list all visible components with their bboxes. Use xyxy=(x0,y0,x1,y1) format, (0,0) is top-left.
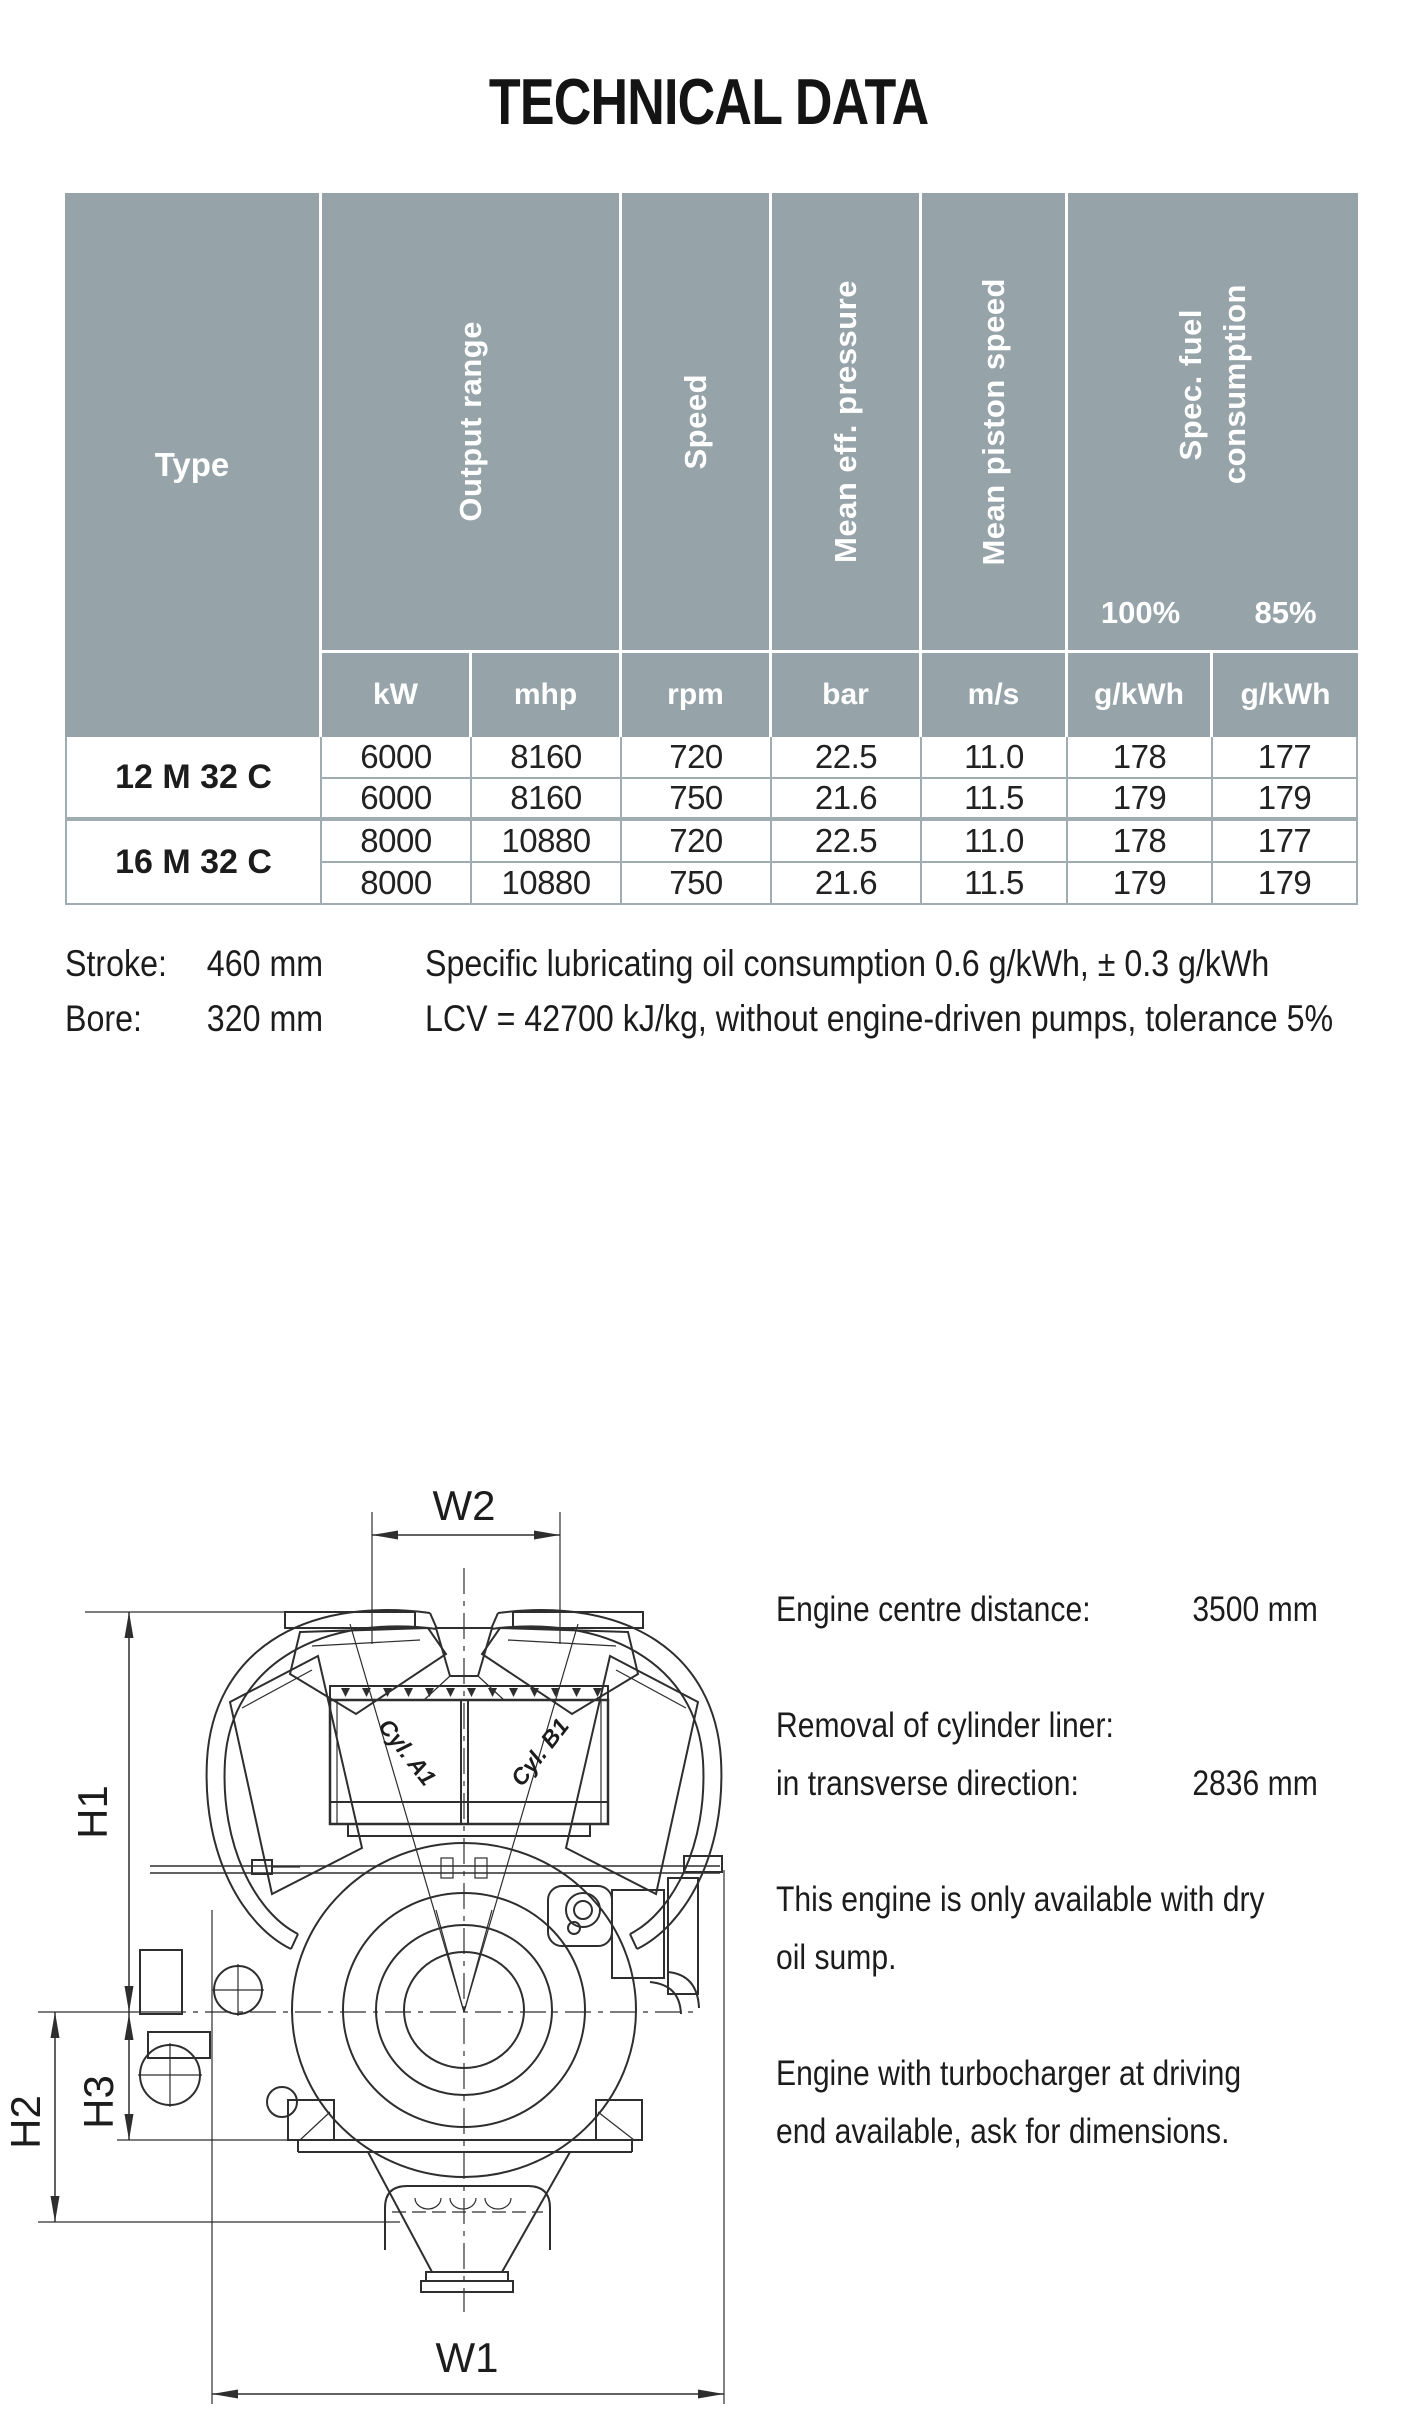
lcv-note: LCV = 42700 kJ/kg, without engine-driven pumps, tolerance 5% xyxy=(425,998,1334,1039)
bore-value: 320 mm xyxy=(206,998,324,1039)
table-cell: 177 xyxy=(1213,821,1358,863)
load-100: 100% xyxy=(1100,595,1181,630)
lube-oil-note: Specific lubricating oil consumption 0.6 g/kWh, ± 0.3 g/kWh xyxy=(425,943,1270,984)
table-cell: 179 xyxy=(1068,779,1213,821)
transverse-direction-label: in transverse direction: xyxy=(776,1764,1079,1803)
unit-bar: bar xyxy=(772,650,922,737)
table-cell: 179 xyxy=(1068,863,1213,905)
table-cell: 750 xyxy=(622,779,772,821)
table-cell: 21.6 xyxy=(772,863,922,905)
turbocharger-note: Engine with turbocharger at driving end available, ask for dimensions. xyxy=(776,2054,1242,2151)
engine-type-12m32c: 12 M 32 C xyxy=(65,737,322,821)
table-cell: 8000 xyxy=(322,821,472,863)
technical-data-table xyxy=(65,193,1358,905)
dim-label-w2: W2 xyxy=(432,1482,496,1529)
col-header-spec-fuel-consumption: Spec. fuel consumption 100% 85% xyxy=(1068,193,1358,650)
engine-centre-distance-value: 3500 mm xyxy=(1192,1590,1318,1629)
col-header-mean-eff-pressure: Mean eff. pressure xyxy=(772,193,922,650)
dim-label-h1: H1 xyxy=(69,1785,116,1839)
table-cell: 750 xyxy=(622,863,772,905)
table-cell: 10880 xyxy=(472,863,622,905)
table-cell: 22.5 xyxy=(772,821,922,863)
load-85: 85% xyxy=(1254,595,1317,630)
table-cell: 177 xyxy=(1213,737,1358,779)
transverse-direction-value: 2836 mm xyxy=(1192,1764,1318,1803)
table-cell: 720 xyxy=(622,821,772,863)
unit-kw: kW xyxy=(322,650,472,737)
table-cell: 22.5 xyxy=(772,737,922,779)
engine-type-16m32c: 16 M 32 C xyxy=(65,821,322,905)
cyl-a1-label: Cyl. A1 xyxy=(373,1713,442,1791)
type-header-label: Type xyxy=(154,446,230,483)
dim-label-h3: H3 xyxy=(75,2075,122,2129)
table-cell: 8160 xyxy=(472,779,622,821)
engine-base-and-sump xyxy=(288,2100,642,2292)
table-cell: 179 xyxy=(1213,779,1358,821)
table-cell: 6000 xyxy=(322,779,472,821)
col-header-type xyxy=(65,193,322,737)
table-cell: 179 xyxy=(1213,863,1358,905)
unit-gkwh-100: g/kWh xyxy=(1068,650,1213,737)
cylinder-liner-row xyxy=(776,1697,1318,1755)
cooler-bolt-marks xyxy=(341,1688,602,1697)
unit-gkwh-85: g/kWh xyxy=(1213,650,1358,737)
dim-label-w1: W1 xyxy=(435,2334,499,2381)
table-cell: 8000 xyxy=(322,863,472,905)
unit-ms: m/s xyxy=(922,650,1068,737)
unit-mhp: mhp xyxy=(472,650,622,737)
table-cell: 10880 xyxy=(472,821,622,863)
table-cell: 21.6 xyxy=(772,779,922,821)
table-cell: 720 xyxy=(622,737,772,779)
stroke-value: 460 mm xyxy=(206,943,324,984)
table-cell: 11.0 xyxy=(922,821,1068,863)
load-point-row xyxy=(1068,576,1358,650)
dim-label-h2: H2 xyxy=(2,2095,49,2149)
engine-centre-distance-label: Engine centre distance: xyxy=(776,1590,1091,1629)
table-cell: 11.5 xyxy=(922,779,1068,821)
stroke-bore-notes xyxy=(65,936,323,1046)
charge-air-cooler xyxy=(330,1686,608,1836)
bore-label: Bore: xyxy=(65,998,142,1039)
table-cell: 11.0 xyxy=(922,737,1068,779)
consumption-notes xyxy=(425,936,1333,1046)
dimension-info-block xyxy=(776,1581,1318,2161)
table-cell: 6000 xyxy=(322,737,472,779)
col-header-mean-piston-speed: Mean piston speed xyxy=(922,193,1068,650)
dry-oil-sump-note: This engine is only available with dry oil sump. xyxy=(776,1880,1265,1977)
table-cell: 178 xyxy=(1068,737,1213,779)
stroke-label: Stroke: xyxy=(65,943,167,984)
table-cell: 11.5 xyxy=(922,863,1068,905)
col-header-speed: Speed xyxy=(622,193,772,650)
transverse-direction-row xyxy=(776,1755,1318,1813)
left-equipment xyxy=(138,1860,300,2117)
tie-rail xyxy=(150,1858,720,1878)
col-header-output-range: Output range xyxy=(322,193,622,650)
cylinder-liner-label: Removal of cylinder liner: xyxy=(776,1706,1114,1745)
engine-centre-distance-row xyxy=(776,1581,1318,1639)
table-cell: 178 xyxy=(1068,821,1213,863)
page-title: TECHNICAL DATA xyxy=(489,65,929,138)
unit-rpm: rpm xyxy=(622,650,772,737)
table-cell: 8160 xyxy=(472,737,622,779)
cyl-b1-label: Cyl. B1 xyxy=(505,1713,574,1791)
